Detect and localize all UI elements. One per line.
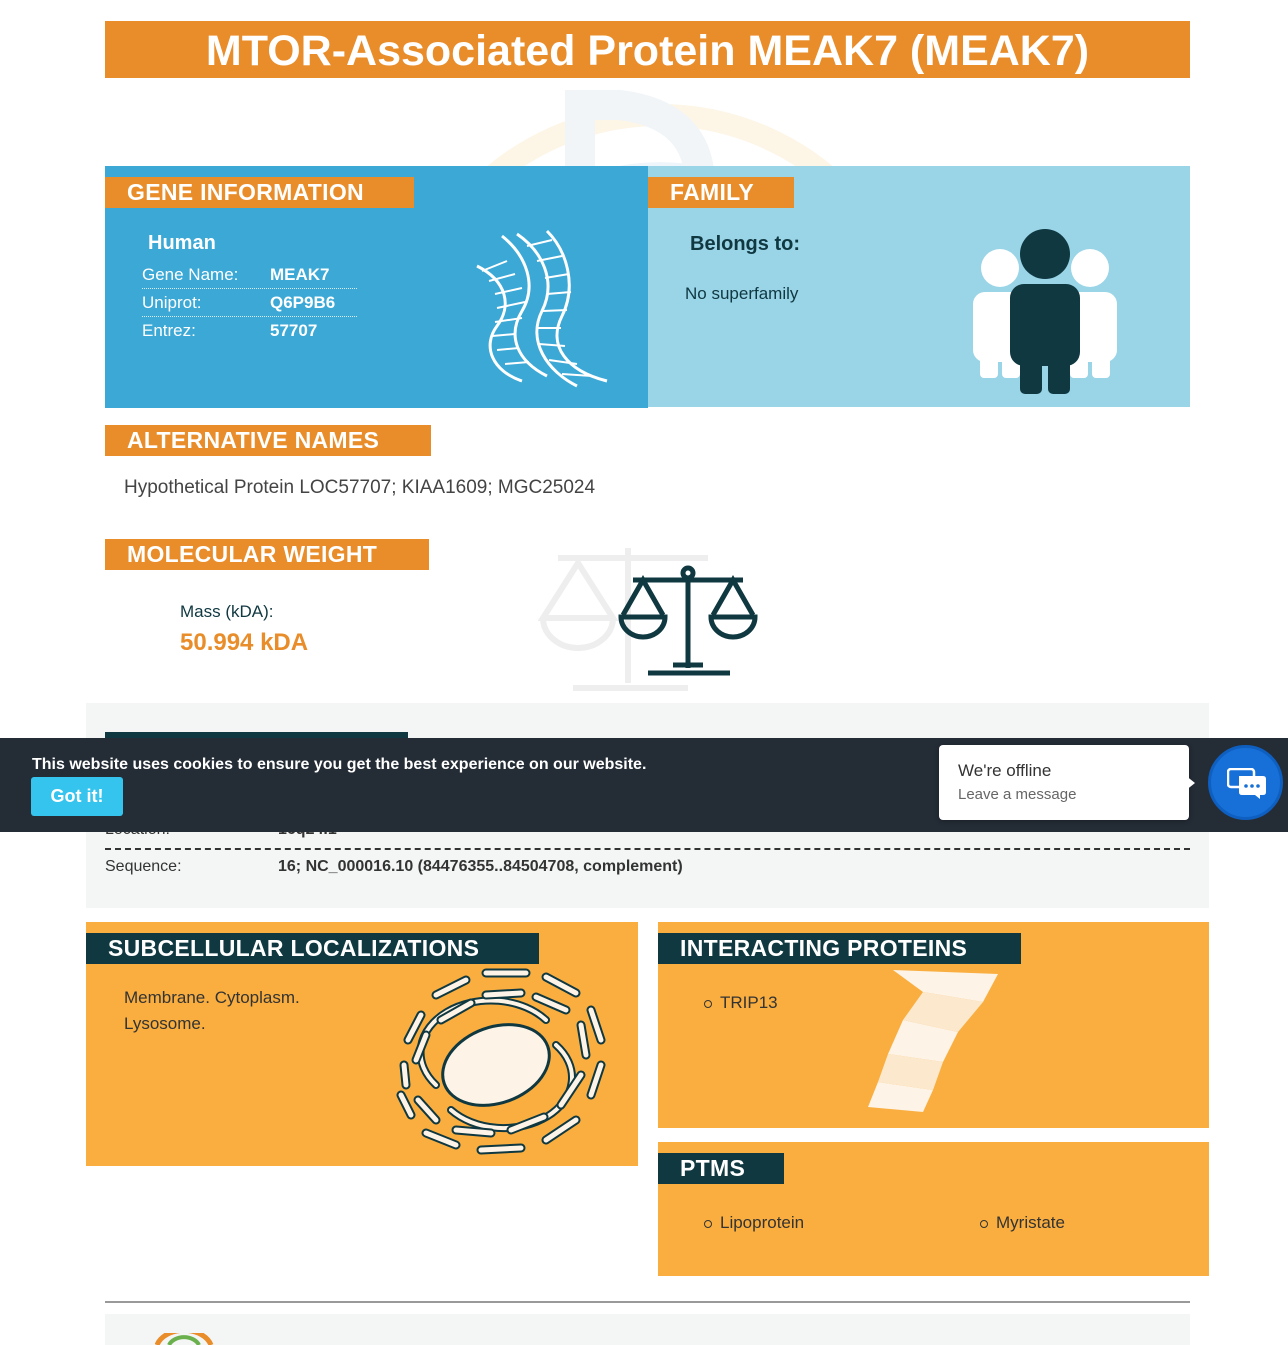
- chat-offline-box[interactable]: [939, 745, 1189, 820]
- protein-helix-icon: [863, 962, 1003, 1117]
- chat-title: We're offline: [958, 761, 1052, 780]
- page-title: MTOR-Associated Protein MEAK7 (MEAK7): [105, 21, 1190, 78]
- chat-open-button[interactable]: [1208, 745, 1283, 820]
- ptm-item-lipoprotein: Lipoprotein: [720, 1213, 805, 1232]
- molecular-weight-header: MOLECULAR WEIGHT: [105, 539, 429, 570]
- entrez-value: 57707: [270, 321, 318, 340]
- chat-icon: [1227, 768, 1267, 800]
- subcellular-panel: [86, 922, 638, 1166]
- cell-organelle-icon: [396, 965, 606, 1155]
- people-group-icon: [970, 228, 1120, 396]
- family-panel: [648, 166, 1190, 407]
- scale-icon: [618, 565, 758, 680]
- gene-row: [142, 317, 357, 345]
- sequence-label: Sequence:: [105, 858, 182, 875]
- interacting-proteins-panel: [658, 922, 1209, 1128]
- alternative-names-header: ALTERNATIVE NAMES: [105, 425, 431, 456]
- gene-table: [142, 261, 357, 345]
- subcellular-line2: Lysosome.: [124, 1014, 206, 1033]
- gene-name-label: Gene Name:: [142, 265, 239, 284]
- mass-value: 50.994 kDA: [180, 629, 309, 656]
- ptm-item-myristate: Myristate: [996, 1213, 1065, 1232]
- ptms-panel: [658, 1142, 1209, 1276]
- footer-divider: [105, 1301, 1190, 1303]
- cookie-message: This website uses cookies to ensure you get the best experience on our website.: [32, 756, 647, 773]
- gene-row: [142, 289, 357, 317]
- gene-information-panel: [105, 166, 648, 408]
- species-label: Human: [148, 232, 216, 254]
- chat-pointer-icon: [1185, 775, 1197, 791]
- family-value: No superfamily: [685, 284, 799, 303]
- divider: [105, 848, 1190, 850]
- footer-panel: [105, 1314, 1190, 1345]
- gene-name-value: MEAK7: [270, 265, 330, 284]
- subcellular-line1: Membrane. Cytoplasm.: [124, 988, 300, 1007]
- got-it-button[interactable]: Got it!: [31, 777, 123, 816]
- ptms-header: PTMS: [658, 1153, 784, 1184]
- uniprot-label: Uniprot:: [142, 293, 202, 312]
- footer-logo-icon: [155, 1333, 215, 1345]
- entrez-label: Entrez:: [142, 321, 196, 340]
- dna-icon: [467, 226, 615, 391]
- chat-subtitle: Leave a message: [958, 786, 1077, 803]
- subcellular-header: SUBCELLULAR LOCALIZATIONS: [86, 933, 539, 964]
- interacting-protein-item[interactable]: TRIP13: [720, 993, 778, 1012]
- gene-row: [142, 261, 357, 289]
- interacting-proteins-header: INTERACTING PROTEINS: [658, 933, 1021, 964]
- alternative-names-value: Hypothetical Protein LOC57707; KIAA1609; MGC25024: [124, 477, 596, 498]
- family-header: FAMILY: [648, 177, 794, 208]
- belongs-to-label: Belongs to:: [690, 233, 800, 255]
- sequence-value: 16; NC_000016.10 (84476355..84504708, complement): [278, 858, 683, 875]
- gene-information-header: GENE INFORMATION: [105, 177, 414, 208]
- mass-label: Mass (kDA):: [180, 602, 274, 621]
- uniprot-value: Q6P9B6: [270, 293, 336, 312]
